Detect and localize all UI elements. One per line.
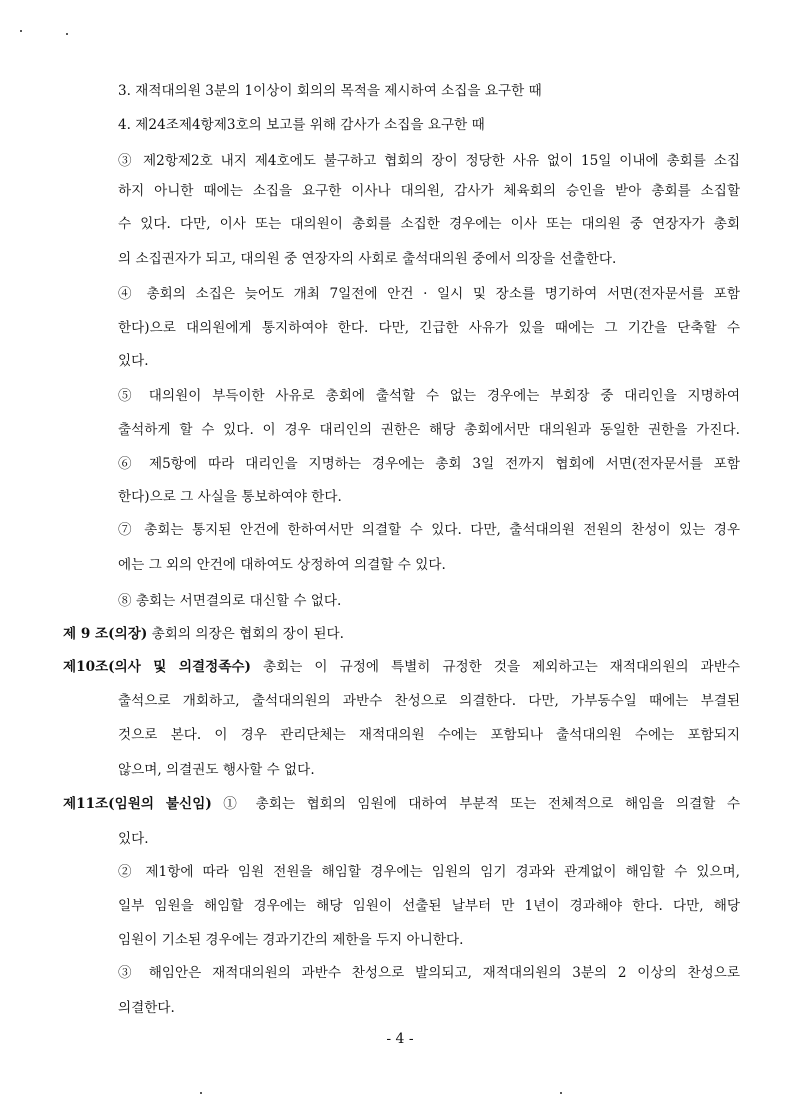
text-line: ③ 제2항제2호 내지 제4호에도 불구하고 협회의 장이 정당한 사유 없이 15일 이내에 총회를 소집 xyxy=(118,153,740,169)
text-line: ⑤ 대의원이 부득이한 사유로 총회에 출석할 수 없는 경우에는 부회장 중 대리인을 지명하여 xyxy=(118,388,740,404)
text-line: ③ 해임안은 재적대의원의 과반수 찬성으로 발의되고, 재적대의원의 3분의 2 이상의 찬성으로 xyxy=(118,965,740,981)
text-line: 의 소집권자가 되고, 대의원 중 연장자의 사회로 출석대의원 중에서 의장을 선출한다. xyxy=(118,251,617,267)
text-line: 4. 제24조제4항제3호의 보고를 위해 감사가 소집을 요구한 때 xyxy=(118,117,485,133)
text-line: 출석하게 할 수 있다. 이 경우 대리인의 권한은 해당 총회에서만 대의원과 동일한 권한을 가진다. xyxy=(118,422,740,438)
text-line: 임원이 기소된 경우에는 경과기간의 제한을 두지 아니한다. xyxy=(118,932,464,948)
text-line: 에는 그 외의 안건에 대하여도 상정하여 의결할 수 있다. xyxy=(118,557,446,573)
text-line: 일부 임원을 해임할 경우에는 해당 임원이 선출된 날부터 만 1년이 경과해야 한다. 다만, 해당 xyxy=(118,898,740,914)
text-line: ⑥ 제5항에 따라 대리인을 지명하는 경우에는 총회 3일 전까지 협회에 서면(전자문서를 포함 xyxy=(118,456,740,472)
text-line: 의결한다. xyxy=(118,1000,175,1016)
text-line: 한다)으로 그 사실을 통보하여야 한다. xyxy=(118,489,342,505)
text-line: ⑧ 총회는 서면결의로 대신할 수 없다. xyxy=(118,593,342,609)
article-heading: 제 9 조(의장) xyxy=(63,626,148,642)
scan-speck xyxy=(560,1092,562,1094)
text-line: 한다)으로 대의원에게 통지하여야 한다. 다만, 긴급한 사유가 있을 때에는 그 기간을 단축할 수 xyxy=(118,320,740,336)
text-line: 출석으로 개회하고, 출석대의원의 과반수 찬성으로 의결한다. 다만, 가부동수일 때에는 부결된 xyxy=(118,693,740,709)
text-line: ⑦ 총회는 통지된 안건에 한하여서만 의결할 수 있다. 다만, 출석대의원 전원의 찬성이 있는 경우 xyxy=(118,522,740,538)
text-line: 수 있다. 다만, 이사 또는 대의원이 총회를 소집한 경우에는 이사 또는 대의원 중 연장자가 총회 xyxy=(118,216,740,232)
text-line: ④ 총회의 소집은 늦어도 개최 7일전에 안건 · 일시 및 장소를 명기하여 서면(전자문서를 포함 xyxy=(118,286,740,302)
text-line: 않으며, 의결권도 행사할 수 없다. xyxy=(118,762,315,778)
scan-speck xyxy=(20,30,22,32)
text-line: 있다. xyxy=(118,353,149,369)
article-9: 제 9 조(의장) 총회의 의장은 협회의 장이 된다. xyxy=(63,626,344,642)
article-11: 제11조(임원의 불신임) ① 총회는 협회의 임원에 대하여 부분적 또는 전체적으로 해임을 의결할 수 xyxy=(63,796,740,812)
article-heading: 제11조(임원의 불신임) xyxy=(63,796,212,812)
text-line: 3. 재적대의원 3분의 1이상이 회의의 목적을 제시하여 소집을 요구한 때 xyxy=(118,83,542,99)
scan-speck xyxy=(200,1092,202,1094)
text-line: ② 제1항에 따라 임원 전원을 해임할 경우에는 임원의 임기 경과와 관계없이 해임할 수 있으며, xyxy=(118,864,740,880)
article-10: 제10조(의사 및 의결정족수) 총회는 이 규정에 특별히 규정한 것을 제외하고는 재적대의원의 과반수 xyxy=(63,659,740,675)
page-number: - 4 - xyxy=(386,1031,414,1047)
article-heading: 제10조(의사 및 의결정족수) xyxy=(63,659,251,675)
text-line: 있다. xyxy=(118,831,149,847)
text-line: 것으로 본다. 이 경우 관리단체는 재적대의원 수에는 포함되나 출석대의원 수에는 포함되지 xyxy=(118,727,740,743)
text-line: 하지 아니한 때에는 소집을 요구한 이사나 대의원, 감사가 체육회의 승인을 받아 총회를 소집할 xyxy=(118,183,740,199)
scan-speck xyxy=(66,33,68,35)
